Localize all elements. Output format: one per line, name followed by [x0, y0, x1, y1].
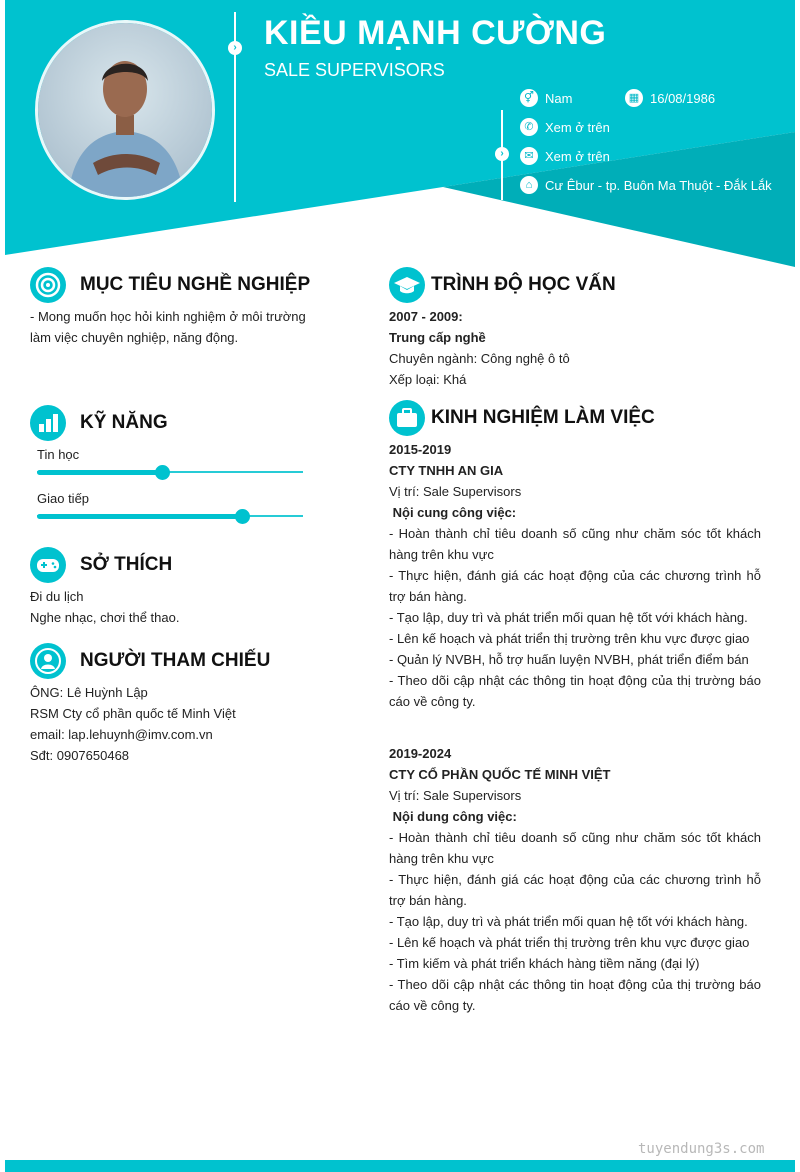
home-icon: ⌂ — [520, 176, 538, 194]
job-entry — [389, 439, 761, 712]
address-value: Cư Êbur - tp. Buôn Ma Thuột - Đắk Lắk — [545, 177, 772, 193]
footer-bar — [5, 1160, 795, 1172]
job-duty: - Lên kế hoạch và phát triển thị trường trên khu vực được giao — [389, 631, 750, 646]
candidate-name: KIỀU MẠNH CƯỜNG — [264, 14, 607, 52]
objective-text — [30, 306, 350, 348]
objective-line: làm việc chuyên nghiệp, năng động. — [30, 330, 239, 345]
dob-row — [625, 89, 715, 107]
hobbies-text — [30, 586, 350, 628]
phone-icon: ✆ — [520, 118, 538, 136]
gamepad-icon — [30, 547, 66, 583]
reference-line: RSM Cty cổ phần quốc tế Minh Việt — [30, 706, 236, 721]
email-row — [520, 147, 610, 165]
references-header — [30, 643, 270, 679]
reference-line: email: lap.lehuynh@imv.com.vn — [30, 727, 213, 742]
gender-icon: ⚥ — [520, 89, 538, 107]
experience-title: KINH NGHIỆM LÀM VIỆC — [431, 407, 655, 428]
skill-fill — [37, 470, 162, 475]
target-icon — [30, 267, 66, 303]
job-period: 2015-2019 — [389, 442, 452, 457]
gender-row — [520, 89, 572, 107]
job-position: Vị trí: Sale Supervisors — [389, 788, 522, 803]
job-duty: - Theo dõi cập nhật các thông tin hoạt động của thị trường báo cáo về công ty. — [389, 977, 761, 1013]
job-duty: - Hoàn thành chỉ tiêu doanh số cũng như chăm sóc tốt khách hàng trên khu vực — [389, 830, 761, 866]
job-duties-label: Nội dung công việc: — [389, 809, 517, 824]
header-divider-dot: › — [228, 41, 242, 55]
job-duty: - Thực hiện, đánh giá các hoạt động của các chương trình hỗ trợ bán hàng. — [389, 872, 761, 908]
bar-chart-icon — [30, 405, 66, 441]
dob-value: 16/08/1986 — [650, 90, 716, 106]
job-duty: - Hoàn thành chỉ tiêu doanh số cũng như chăm sóc tốt khách hàng trên khu vực — [389, 526, 761, 562]
calendar-icon: ▦ — [625, 89, 643, 107]
skill-label: Tin học — [37, 447, 80, 462]
job-duty: - Tạo lập, duy trì và phát triển mối quan hệ tốt với khách hàng. — [389, 610, 748, 625]
job-duty: - Theo dõi cập nhật các thông tin hoạt động của thị trường báo cáo về công ty. — [389, 673, 761, 709]
education-degree: Trung cấp nghề — [389, 330, 486, 345]
job-duty: - Lên kế hoạch và phát triển thị trường trên khu vực được giao — [389, 935, 750, 950]
gender-value: Nam — [545, 90, 573, 106]
job-company: CTY CỔ PHẦN QUỐC TẾ MINH VIỆT — [389, 767, 611, 782]
hobbies-title: SỞ THÍCH — [80, 554, 173, 575]
education-period: 2007 - 2009: — [389, 309, 463, 324]
contact-divider-dot: › — [495, 147, 509, 161]
skill-fill — [37, 514, 242, 519]
job-duties-label: Nội cung công việc: — [389, 505, 517, 520]
skill-level-knob — [235, 509, 250, 524]
job-entry — [389, 743, 761, 1016]
education-title: TRÌNH ĐỘ HỌC VẤN — [431, 274, 616, 295]
objective-header — [30, 267, 310, 303]
phone-row — [520, 118, 610, 136]
watermark: tuyendung3s.com — [638, 1141, 765, 1157]
reference-line: ÔNG: Lê Huỳnh Lập — [30, 685, 148, 700]
experience-header — [389, 400, 655, 436]
address-row — [520, 176, 772, 194]
education-major: Chuyên ngành: Công nghệ ô tô — [389, 351, 570, 366]
job-duty: - Thực hiện, đánh giá các hoạt động của các chương trình hỗ trợ bán hàng. — [389, 568, 761, 604]
skills-header — [30, 405, 168, 441]
objective-line: - Mong muốn học hỏi kinh nghiệm ở môi trường — [30, 309, 306, 324]
hobby-line: Nghe nhạc, chơi thể thao. — [30, 610, 180, 625]
briefcase-icon — [389, 400, 425, 436]
candidate-title: SALE SUPERVISORS — [264, 60, 445, 80]
education-text — [389, 306, 761, 390]
job-duty: - Tìm kiếm và phát triển khách hàng tiềm năng (đại lý) — [389, 956, 700, 971]
profile-photo — [35, 20, 215, 200]
phone-value: Xem ở trên — [545, 119, 610, 135]
references-title: NGƯỜI THAM CHIẾU — [80, 650, 271, 671]
reference-line: Sđt: 0907650468 — [30, 748, 130, 763]
graduation-cap-icon — [389, 267, 425, 303]
references-text — [30, 682, 360, 766]
skill-label: Giao tiếp — [37, 491, 90, 506]
hobbies-header — [30, 547, 172, 583]
education-header — [389, 267, 616, 303]
email-value: Xem ở trên — [545, 148, 610, 164]
job-period: 2019-2024 — [389, 746, 452, 761]
job-duty: - Tạo lập, duy trì và phát triển mối quan hệ tốt với khách hàng. — [389, 914, 748, 929]
skills-title: KỸ NĂNG — [80, 412, 168, 433]
objective-title: MỤC TIÊU NGHỀ NGHIỆP — [80, 274, 311, 295]
job-position: Vị trí: Sale Supervisors — [389, 484, 522, 499]
hobby-line: Đi du lịch — [30, 589, 84, 604]
user-icon — [30, 643, 66, 679]
education-grade: Xếp loại: Khá — [389, 372, 467, 387]
email-icon: ✉ — [520, 147, 538, 165]
skill-level-knob — [155, 465, 170, 480]
job-company: CTY TNHH AN GIA — [389, 463, 504, 478]
job-duty: - Quản lý NVBH, hỗ trợ huấn luyện NVBH, phát triển điểm bán — [389, 652, 749, 667]
